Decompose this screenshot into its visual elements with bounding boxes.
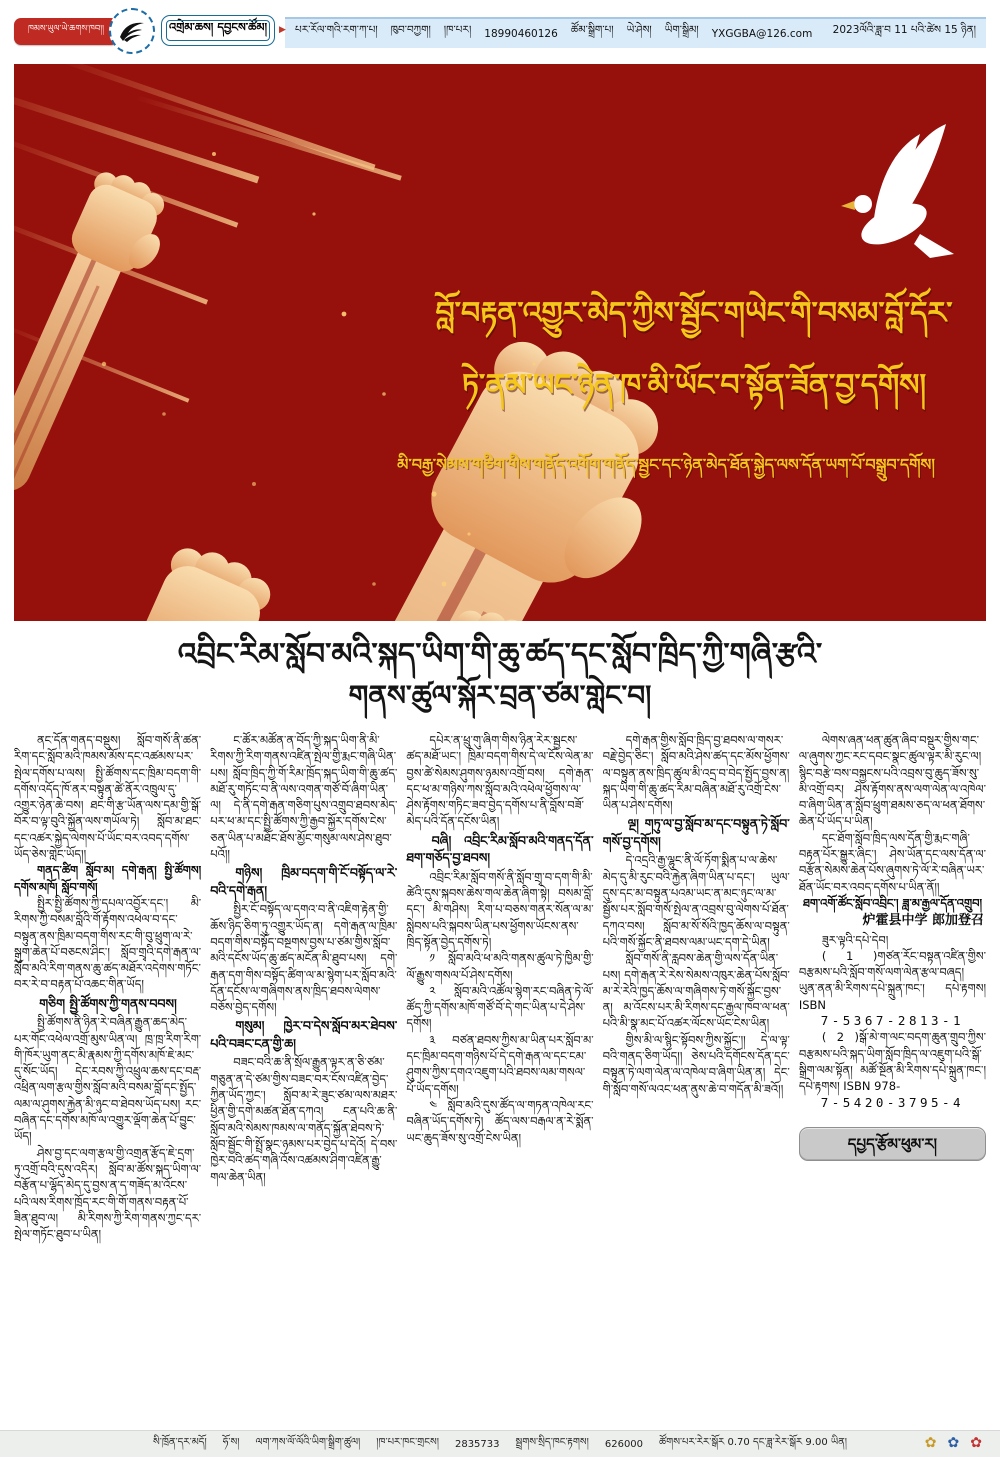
section-heading: བཞི། འབྲིང་རིམ་སློབ་མའི་གནད་དོན་ཐག་གཅོད་བྱ་ཐབས། <box>406 832 594 866</box>
article-column-5 <box>799 732 986 1424</box>
body-paragraph: འབྲིང་རིམ་སློབ་གསོ་ནི་སློབ་གྲྭ་བ་དག་གི་མི་ཚེའི་དུས་སྐབས་ཆེས་གལ་ཆེན་ཞིག་སྟེ། བསམ་བློ་དང་། མི་གཤིས། རིག་པ་བཅས་གནར་སོན་ལ་མ་སླེབས་པའི་སྐབས་ཡིན་པས་ཕྱོགས་ཡོངས་ནས་ཁྲིད་སྟོན་བྱེད་དགོས་ཏེ། <box>406 869 594 949</box>
author-signature: ཐག་འགོ་ཚོང་སློབ་འབྲིང་། ཟླ་མ་རྒྱལ་དོན་འགྲུབ། <box>802 895 983 910</box>
phone-number: 18990460126 <box>484 27 558 40</box>
banner-title-line2: ཏེ་ནམ་ཡང་ཉེན་ཁ་མི་ཡོང་བ་སྟོན་ཟོན་བྱ་དགོས། <box>461 368 927 403</box>
body-paragraph: དཔེར་ན་ཕྲུ་གུ་ཞིག་གིས་ཉིན་རེར་སྦྱངས་ཚད་མཐོ་ཡང་། ཁྲིམ་བདག་གིས་དེ་ལ་ངོས་ལེན་མ་བྱས་ཚེ་སེམས་ཤུགས་ཉམས་འགྲོ་བས། དགེ་རྒན་དང་ཕ་མ་གཉིས་ཀས་སློབ་མའི་འཕེལ་ཕྱོགས་ལ་ཤེས་རྟོགས་གཏིང་ཟབ་བྱེད་དགོས་པ་ནི་བློས་བཟོ་མེད་པའི་དོན་དངོས་ཡིན། <box>406 733 594 829</box>
masthead-red-badge <box>14 18 118 45</box>
isbn-number: 7-5367-2813-1 <box>820 1013 965 1029</box>
phone-label: །ཁ་པར། <box>443 24 472 36</box>
numbered-item: ༤ སློབ་མའི་དུས་ཚོད་ལ་གཏན་འཁེལ་རང་བཞིན་ཡོད་དགོས་ཏེ། ཚོད་ལས་བརྒལ་ན་རེ་སྨོན་ཡང་ཆུད་ཟོས་སུ་འགྲོ་ངེས་ཡིན། <box>406 1097 594 1145</box>
headline-line1: འབྲིང་རིམ་སློབ་མའི་སྐད་ཡིག་གི་ཆུ་ཚད་དང་སློབ་ཁྲིད་ཀྱི་གཞི་རྩའི་ <box>177 638 823 671</box>
body-paragraph: དང་ཐོག་སློབ་ཁྲིད་ལས་དོན་གྱི་རྨང་གཞི་བརྟན་པོར་སྒྱུར་ཞིང་། ཤེས་ཡོན་དང་ལས་དོན་ལ་བརྩོན་སེམས་ཆེན་པོས་ཞུགས་ཏེ་ལོ་རེ་བཞིན་ཡར་ཐོན་ཡོང་བར་འབད་དགོས་པ་ཡིན་ནོ།། <box>798 830 987 894</box>
body-paragraph: དེ་འདྲའི་རྒྱ་ལྷུང་ནི་ལོ་ཏོག་སྨིན་པ་ལ་ཆེས་མེད་དུ་མི་རུང་བའི་རྐྱེན་ཞིག་ཡིན་པ་དང་། ཡུལ་དུས་དང་མ་བསྟུན་པའམ་ཡང་ན་མང་ཉུང་ལ་མ་སྦྱོས་པར་སློབ་གསོ་སྤེལ་ན་འབྲས་བུ་ལེགས་པོ་ཐོན་དཀའ་བས། སློབ་མ་སོ་སོའི་ཁྱད་ཆོས་ལ་བསྟུན་པའི་གསོ་སྐྱོང་ནི་ཐབས་ལམ་ཡང་དག་དེ་ཡིན། <box>602 853 790 949</box>
footer-item: སྦྲགས་སྲིད་ཁང་རྟགས། <box>515 1436 589 1448</box>
banner-image <box>14 64 986 621</box>
section-heading: ལྔ། གཏུ་ལ་བྱ་སློབ་མ་དང་བསྟུན་ཏེ་སློབ་གསོ་བྱ་དགོས། <box>602 816 790 849</box>
article-column-3 <box>406 732 593 1424</box>
header-info-strip <box>285 17 986 48</box>
footer-item: ལག་ཀས་ལོ་ལོའི་ཡིག་སྒྲིག་ཚུལ། <box>255 1436 361 1448</box>
footer-item: ཚོགས་པར་རེར་སྒོར 0.70 དང་ཟླ་རེར་སྒོར 9.00 ཡིན། <box>659 1436 848 1448</box>
editor-label: ཚོམ་སྒྲིག་པ། <box>570 24 614 36</box>
body-paragraph: བཟང་བའི་ཆ་ནི་སྲོལ་རྒྱུན་ལྟར་ན་ཅི་ཙམ་གཅུན་ན་དེ་ཙམ་གྱིས་བཟང་བར་ངོས་འཛིན་བྱེད་ཀྱིན་ཡོད་ཀྱང་། སློབ་མ་རེ་ཟུང་ཙམ་ལས་མཐར་ཕྱིན་གྱི་དགེ་མཚན་ཐོན་དཀའ། ངན་པའི་ཆ་ནི་སློབ་མའི་སེམས་ཁམས་ལ་གནོད་སྐྱོན་ཐེབས་ཏེ་སློབ་སྦྱོང་གི་སྤྲོ་སྣང་ཉམས་པར་བྱེད་པ་དེའོ། དེ་བས་ཁྱེར་བའི་ཚད་གཞི་འོས་འཚམས་ཤིག་འཛིན་རྒྱུ་གལ་ཆེན་ཡིན། <box>210 1055 398 1184</box>
body-paragraph: གྱིས་མི་ལ་སྙིང་སྟོབས་ཀྱིས་སྐྱོང་།། དེ་ལ་ལྟ་བའི་གནད་ཅིག་ཡོད།། ཅེས་པའི་དགོངས་དོན་དང་བསྟུན་ཏེ་ལག་ལེན་ལ་འཁེལ་བ་ཞིག་ཡིན་ན། དེང་གི་སློབ་གསོ་ལའང་ཕན་ནུས་ཆེ་བ་གདོན་མི་ཟའོ།། <box>602 1032 790 1096</box>
column-footer-box: དཔྱད་རྩོམ་ཕུམ་ར། <box>799 1127 986 1161</box>
page-footer <box>0 1430 1000 1457</box>
section-heading: གསུམ། ཁྱེར་བ་དེས་སློབ་མར་ཐེབས་པའི་བཟང་ངན་གྱི་ཆ། <box>210 1018 398 1051</box>
banner-title <box>412 278 976 422</box>
article-column-2 <box>210 732 397 1424</box>
body-paragraph: དགེ་རྒན་གྱིས་སློབ་ཁྲིད་བྱ་ཐབས་ལ་གསར་བརྗེ་བྱེད་ཅིང་། སློབ་མའི་ཤེས་ཚད་དང་མོས་ཕྱོགས་ལ་བསྟུན་ནས་ཁྲིད་ཚུལ་མི་འདྲ་བ་བེད་སྤྱོད་བྱས་ན། སྐད་ཡིག་གི་ཆུ་ཚད་རིམ་བཞིན་མཐོ་རུ་འགྲོ་ངེས་ཡིན་པ་ཤེས་དགོས། <box>602 733 790 813</box>
arrow-icon: ▶ <box>279 25 286 35</box>
typesetting-label: ཡིག་སྒྲིམ། <box>664 24 699 36</box>
email-address: YXGGBA@126.com <box>711 27 813 40</box>
body-paragraph: ང་ཚོར་མཚོན་ན་བོད་ཀྱི་སྐད་ཡིག་ནི་མི་རིགས་ཀྱི་རིག་གནས་འཛིན་སྤེལ་གྱི་རྨང་གཞི་ཡིན་པས། སློབ་ཁྲིད་ཀྱི་གོ་རིམ་ཁྲོད་སྐད་ཡིག་གི་ཆུ་ཚད་མཐོ་རུ་གཏོང་བ་ནི་ལས་འགན་གཙོ་བོ་ཞིག་ཡིན་ལ། དེ་ནི་དགེ་རྒན་གཅིག་པུས་འགྲུབ་ཐབས་མེད་པར་ཕ་མ་དང་སྤྱི་ཚོགས་ཀྱི་རྒྱབ་སྐྱོར་དགོས་ངེས་ཅན་ཡིན་པ་མཐོང་ཐོས་མྱོང་གསུམ་ལས་ཤེས་ཐུབ་པའོ།། <box>210 733 398 862</box>
footer-item: 626000 <box>604 1439 644 1450</box>
ornament-flower-icon: ✿ <box>947 1435 960 1451</box>
article-columns <box>14 732 986 1424</box>
ornament-flower-icon: ✿ <box>924 1435 937 1451</box>
header-info-item: ཁུབ་བཀྱག། <box>390 24 431 36</box>
footer-item: 2835733 <box>454 1439 500 1450</box>
article-column-4 <box>603 732 790 1424</box>
body-paragraph: སྤྱི་ཚོགས་ནི་ཉིན་རེ་བཞིན་རྒྱུན་ཆད་མེད་པར་གོང་འཕེལ་འགྲོ་མུས་ཡིན་ལ། ཁྲ་ཁྲ་རིག་རིག་གི་ཁོར་ཡུག་ནང་མི་རྣམས་ཀྱི་དགོས་མཁོ་ཇེ་མང་དུ་སོང་ཡོད། དེང་རབས་ཀྱི་འཕྲུལ་ཆས་དང་བརྡ་འཕྲིན་ལག་རྩལ་གྱིས་སློབ་མའི་བསམ་བློ་དང་སྤྱོད་ལམ་ལ་ཤུགས་རྐྱེན་མི་ཉུང་བ་ཐེབས་ཡོད་པས། རང་བཞིན་དང་དགོས་མཁོ་ལ་འགྱུར་ལྡོག་ཆེན་པོ་བྱུང་ཡོད། <box>14 1015 202 1144</box>
body-paragraph: སྤྱིར་ངོ་བསྟོད་ལ་དགའ་བ་ནི་འཇིག་རྟེན་གྱི་ཆོས་ཉིད་ཅིག་ཏུ་འགྱུར་ཡོད་ན། དགེ་རྒན་ལ་ཁྲིམ་བདག་གིས་བསྟོད་བསྔགས་བྱས་པ་ཙམ་གྱིས་སློབ་མའི་དངོས་ཡོད་ཆུ་ཚད་མངོན་མི་ཐུབ་པས། དགེ་རྒན་དག་གིས་བསྟོད་ཚིག་ལ་མ་སྙེག་པར་སློབ་མའི་དོན་དངོས་ལ་གཞིགས་ནས་ཁྲིད་ཐབས་ལེགས་བཅོས་བྱེད་དགོས། <box>210 902 398 1015</box>
mountain-swoosh-icon <box>115 14 149 48</box>
issue-date: 2023ལོའི་ཟླ་བ 11 པའི་ཚེས 15 ཉིན། <box>832 24 976 36</box>
body-paragraph: ལེགས་ཞན་ཕན་ཚུན་ཞིབ་བསྡུར་གྱིས་གང་ལ་ཞུགས་ཀྱང་རང་དབང་སྣང་ཚུལ་ལྟར་མི་རུང་ལ། སྙིང་བརྩེ་བས་བསྐྱངས་པའི་འབྲས་བུ་ཆུད་ཟོས་སུ་མི་འགྲོ་བར། ཤེས་རྟོགས་ནས་ལག་ལེན་ལ་འཁེལ་བ་ཞིག་ཡིན་ན་སློབ་ཕྲུག་ཐམས་ཅད་ལ་ཕན་ཐོགས་ཆེན་པོ་ཡོད་པ་ཡིན། <box>798 733 987 829</box>
footer-item: ཧོ་ས། <box>222 1436 240 1448</box>
keywords-line: གནད་ཚིག སློབ་མ། དགེ་རྒན། སྤྱི་ཚོགས། དགོས་མཁོ། སློབ་གསོ། <box>14 863 202 894</box>
author-school-chinese: 炉霍县中学 郎加登召 <box>862 913 985 929</box>
footer-item: །ཁ་པར་ཁང་གྲངས། <box>376 1436 439 1448</box>
numbered-item: ༣ བཙན་ཐབས་ཀྱིས་མ་ཡིན་པར་སློབ་མ་དང་ཁྲིམ་བདག་གཉིས་པོ་དེ་དགེ་རྒན་ལ་དང་ངམ་ཤུགས་ཀྱིས་དགའ་འཇུག་པའི་ཐབས་ལམ་གསལ་པོ་ཡོད་དགོས། <box>406 1032 594 1096</box>
isbn-number: 7-5420-3795-4 <box>820 1094 965 1110</box>
editor-name: ཡེ་ཤེས། <box>626 24 652 36</box>
masthead-title: འགྲེམ་ཆས། དབྱངས་ཚོམ། <box>169 20 267 34</box>
footer-ornaments <box>925 1433 982 1453</box>
section-heading: གཅིག སྤྱི་ཚོགས་ཀྱི་གནས་བབས། <box>39 995 177 1011</box>
masthead-title-box <box>161 15 275 46</box>
body-paragraph: ནང་དོན་གནད་བསྡུས། སློབ་གསོ་ནི་ཚན་རིག་དང་སློབ་མའི་ཁམས་མོས་དང་འཚམས་པར་སྤེལ་དགོས་པ་ལས། སྤྱི་ཚོགས་དང་ཁྲིམ་བདག་གི་དགོས་འདོད་ཁོ་ནར་བསྟུན་ཚེ་ནོར་འཁྲུལ་དུ་འགྱུར་ཉེན་ཆེ་བས། ཐང་གི་རྩ་ཡོན་ལས་དམ་གྱི་སྒོ་བོར་བ་ལྟ་བུའི་སྐྱོན་ལས་གཡོལ་ཏེ། སློབ་མ་ཐང་དང་འཚར་སྐྱེད་ལེགས་པོ་ཡོང་བར་འབད་དགོས་ཡོད་ཅེས་གླེང་ཡོད།། <box>14 733 202 862</box>
badge-label: ཁམས་ཡུལ་ཡེ་ཆགས་ཁབ།། <box>27 24 105 34</box>
reference-item: ( 1 )གཙན་རོང་བསྟན་འཛིན་གྱིས་བརྩམས་པའི་སློབ་གསོ་ལག་ལེན་རྩལ་བཞད། ཡུན་ནན་མི་རིགས་དཔེ་སྐྲུན་ཁང་། དཔེ་རྟགས། ISBN <box>798 948 987 1012</box>
header-info-item: པར་རོལ་གའི་རག་ཀ་པ། <box>295 24 378 36</box>
body-paragraph: སྤྱིར་སྤྱི་ཚོགས་ཀྱི་དཔལ་འབྱོར་དང་། མི་རིགས་ཀྱི་བསམ་བློའི་གོ་རྟོགས་འཕེལ་བ་དང་བསྟུན་ནས་ཁྲིམ་བདག་གིས་རང་གི་བུ་ཕྲུག་ལ་རེ་སྒུག་ཆེན་པོ་བཅངས་ཤིང་། སློབ་གྲྭའི་དགེ་རྒན་ལ་སློབ་མའི་རིག་གནས་ཆུ་ཚད་མཐོར་འདེགས་གཏོང་བར་རེ་བ་བརྟན་པོ་འཆང་གིན་ཡོད། <box>14 895 202 992</box>
newspaper-logo-icon <box>109 8 155 54</box>
ornament-flower-icon: ✿ <box>970 1435 982 1451</box>
numbered-item: ༢ སློབ་མའི་འཚོལ་སྙེག་རང་བཞིན་ཏེ་ལོ་ཚོད་ཀྱི་དགོས་མཁོ་གཙོ་བོ་དེ་གང་ཡིན་པ་དེ་ཤེས་དགོས། <box>406 983 594 1031</box>
reference-item: ( 2 )སྒོ་མེ་ག་ལང་བདག་ཆུན་གྲུབ་ཀྱིས་བརྩམས་པའི་སྐད་ཡིག་སློབ་ཁྲིད་ལ་འཇུག་པའི་སྒོ་སྒྲིག་ལམ་སྟོན། མཚོ་སྔོན་མི་རིགས་དཔེ་སྐྲུན་ཁང་། དཔེ་རྟགས། ISBN 978- <box>798 1030 987 1094</box>
footer-item: སི་ཁྲོན་དར་མདོ། <box>152 1436 207 1448</box>
headline-line2: གནས་ཚུལ་སྐོར་བྲན་ཙམ་གླེང་བ། <box>348 681 652 712</box>
section-heading: གཉིས། ཁྲིམ་བདག་གི་ངོ་བསྟོད་ལ་རེ་བའི་དགེ་རྒན། <box>210 865 398 898</box>
references-heading: ཟུར་ལྟའི་དཔེ་དེབ། <box>821 932 889 947</box>
body-paragraph: སློབ་གསོ་ནི་རླབས་ཆེན་གྱི་ལས་དོན་ཡིན་པས། དགེ་རྒན་རེ་རེས་སེམས་འཁུར་ཆེན་པོས་སློབ་མ་རེ་རེའི་ཁྱད་ཆོས་ལ་གཞིགས་ཏེ་གསོ་སྐྱོང་བྱས་ན། མ་འོངས་པར་མི་རིགས་དང་རྒྱལ་ཁབ་ལ་ཕན་པའི་མི་སྣ་མང་པོ་འཚར་ལོངས་ཡོང་ངེས་ཡིན། <box>602 951 790 1031</box>
article-column-1 <box>14 732 201 1424</box>
numbered-item: ༡ སློབ་མའི་ཕ་མའི་གནས་ཚུལ་ཏེ་ཁྱིམ་གྱི་ལོ་རྒྱུས་གསལ་པོ་ཤེས་དགོས། <box>406 951 594 982</box>
article-headline <box>36 634 964 718</box>
banner-title-line1: བློ་བརྟན་འགྱུར་མེད་ཀྱིས་སྦྱོང་གཡེང་གི་བསམ་བློ་དོར་ <box>435 296 953 331</box>
banner-subtitle: མི་བརྒྱ་སེམས་གཅིག་གིས་གནོད་འགོག་གནོད་སྦྱང་དང་ཉེན་མེད་ཐོན་སྐྱེད་ལས་དོན་ཡག་པོ་བསྒྲུབ་དགོས། <box>397 455 935 474</box>
body-paragraph: ཤེས་བྱ་དང་ལག་རྩལ་གྱི་འགྲན་རྩོད་ཇེ་དྲག་ཏུ་འགྲོ་བའི་དུས་འདིར། སློབ་མ་ཚོས་སྐད་ཡིག་ལ་བརྩོན་པ་ལྷོད་མེད་དུ་བྱས་ན་ད་གཟོད་མ་འོངས་པའི་ལས་རིགས་ཁྲོད་རང་གི་གོ་གནས་བརྟན་པོ་ཟིན་ཐུབ་ལ། མི་རིགས་ཀྱི་རིག་གནས་ཀྱང་དར་སྤེལ་གཏོང་ཐུབ་པ་ཡིན། <box>14 1145 202 1242</box>
